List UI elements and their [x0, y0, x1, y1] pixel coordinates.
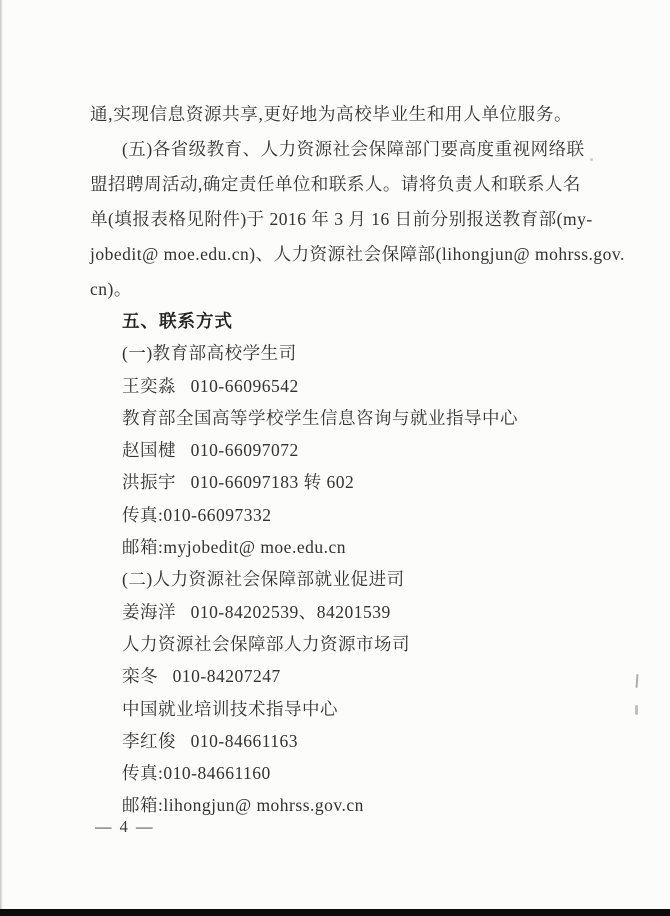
contact-line-fax: 传真:010-66097332: [122, 504, 272, 525]
paragraph-line: (五)各省级教育、人力资源社会保障部门要高度重视网络联: [122, 139, 585, 159]
contact-line-person-phone: 王奕淼 010-66096542: [122, 375, 299, 396]
contact-line-org: (一)教育部高校学生司: [122, 343, 297, 364]
document-text-block: [90, 97, 625, 838]
paragraph-line: jobedit@ moe.edu.cn)、人力资源社会保障部(lihongjun@ mohrss.gov.: [90, 244, 625, 264]
contact-line-person-phone: 赵国楗 010-66097072: [122, 440, 299, 461]
section-heading: 五、联系方式: [122, 311, 233, 331]
scan-bottom-edge: [0, 909, 670, 916]
contact-line-person-phone: 洪振宇 010-66097183 转 602: [122, 472, 355, 493]
scan-speck-artifact: [635, 705, 638, 715]
contact-line-org: 人力资源社会保障部人力资源市场司: [122, 633, 410, 654]
contact-line-person-phone: 李红俊 010-84661163: [122, 730, 299, 751]
contact-line-fax: 传真:010-84661160: [122, 763, 271, 784]
contact-section: [90, 305, 572, 822]
scan-speck-artifact: [590, 158, 593, 161]
paragraph-line: cn)。: [90, 279, 132, 299]
paragraph-line: 盟招聘周活动,确定责任单位和联系人。请将负责人和联系人名: [90, 174, 581, 194]
page-number: — 4 —: [95, 816, 155, 836]
scan-edge-artifact: [0, 0, 3, 916]
paragraph-block: [90, 97, 625, 307]
paragraph-line: 通,实现信息资源共享,更好地为高校毕业生和用人单位服务。: [90, 104, 572, 124]
contact-line-email: 邮箱:myjobedit@ moe.edu.cn: [122, 537, 346, 558]
contact-line-org: (二)人力资源社会保障部就业促进司: [122, 569, 405, 590]
contact-line-org: 中国就业培训技术指导中心: [122, 698, 338, 719]
paragraph-line: 单(填报表格见附件)于 2016 年 3 月 16 日前分别报送教育部(my-: [90, 209, 593, 229]
contact-line-org: 教育部全国高等学校学生信息咨询与就业指导中心: [122, 407, 518, 428]
contact-line-email: 邮箱:lihongjun@ mohrss.gov.cn: [122, 795, 364, 816]
contact-line-person-phone: 栾冬 010-84207247: [122, 666, 281, 687]
scan-speck-artifact: [636, 674, 639, 688]
contact-line-person-phone: 姜海洋 010-84202539、84201539: [122, 601, 391, 622]
